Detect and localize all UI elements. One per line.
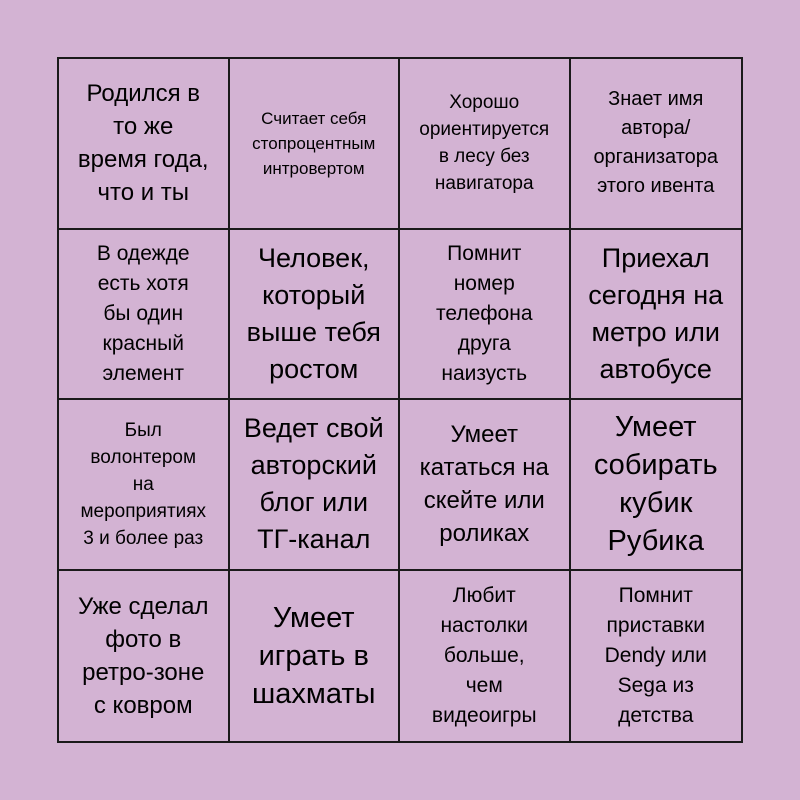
cell-text: Умеет собирать кубик Рубика — [593, 411, 718, 558]
cell-text: Умеет кататься на скейте или роликах — [419, 421, 549, 548]
bingo-cell[interactable] — [400, 400, 571, 571]
cell-text: Любит настолки больше, чем видеоигры — [431, 583, 537, 727]
bingo-cell[interactable] — [230, 59, 401, 230]
bingo-cell[interactable] — [571, 230, 742, 401]
bingo-cell[interactable] — [400, 59, 571, 230]
bingo-cell[interactable] — [400, 571, 571, 742]
cell-text: Приехал сегодня на метро или автобусе — [588, 242, 724, 384]
bingo-cell[interactable] — [400, 230, 571, 401]
cell-text: В одежде есть хотя бы один красный элемент — [96, 241, 190, 385]
cell-text: Родился в то же время года, что и ты — [77, 80, 209, 207]
bingo-cell[interactable] — [230, 400, 401, 571]
cell-text: Человек, который выше тебя ростом — [246, 242, 381, 384]
cell-text: Умеет играть в шахматы — [252, 601, 376, 710]
bingo-cell[interactable] — [230, 571, 401, 742]
bingo-cell[interactable] — [571, 571, 742, 742]
bingo-cell[interactable] — [230, 230, 401, 401]
bingo-cell[interactable] — [59, 400, 230, 571]
cell-text: Уже сделал фото в ретро-зоне с ковром — [78, 592, 209, 719]
bingo-board — [57, 57, 743, 743]
cell-text: Считает себя стопроцентным интровертом — [252, 108, 376, 178]
cell-text: Помнит приставки Dendy или Sega из детства — [604, 583, 707, 727]
cell-text: Знает имя автора/ организатора этого ивента — [593, 88, 719, 198]
bingo-cell[interactable] — [59, 230, 230, 401]
bingo-cell[interactable] — [571, 59, 742, 230]
cell-text: Был волонтером на мероприятиях 3 и более раз — [80, 419, 207, 549]
bingo-cell[interactable] — [59, 571, 230, 742]
bingo-cell[interactable] — [59, 59, 230, 230]
cell-text: Хорошо ориентируется в лесу без навигатора — [419, 92, 550, 195]
cell-text: Ведет свой авторский блог или ТГ-канал — [243, 413, 384, 555]
cell-text: Помнит номер телефона друга наизусть — [435, 241, 533, 385]
bingo-cell[interactable] — [571, 400, 742, 571]
